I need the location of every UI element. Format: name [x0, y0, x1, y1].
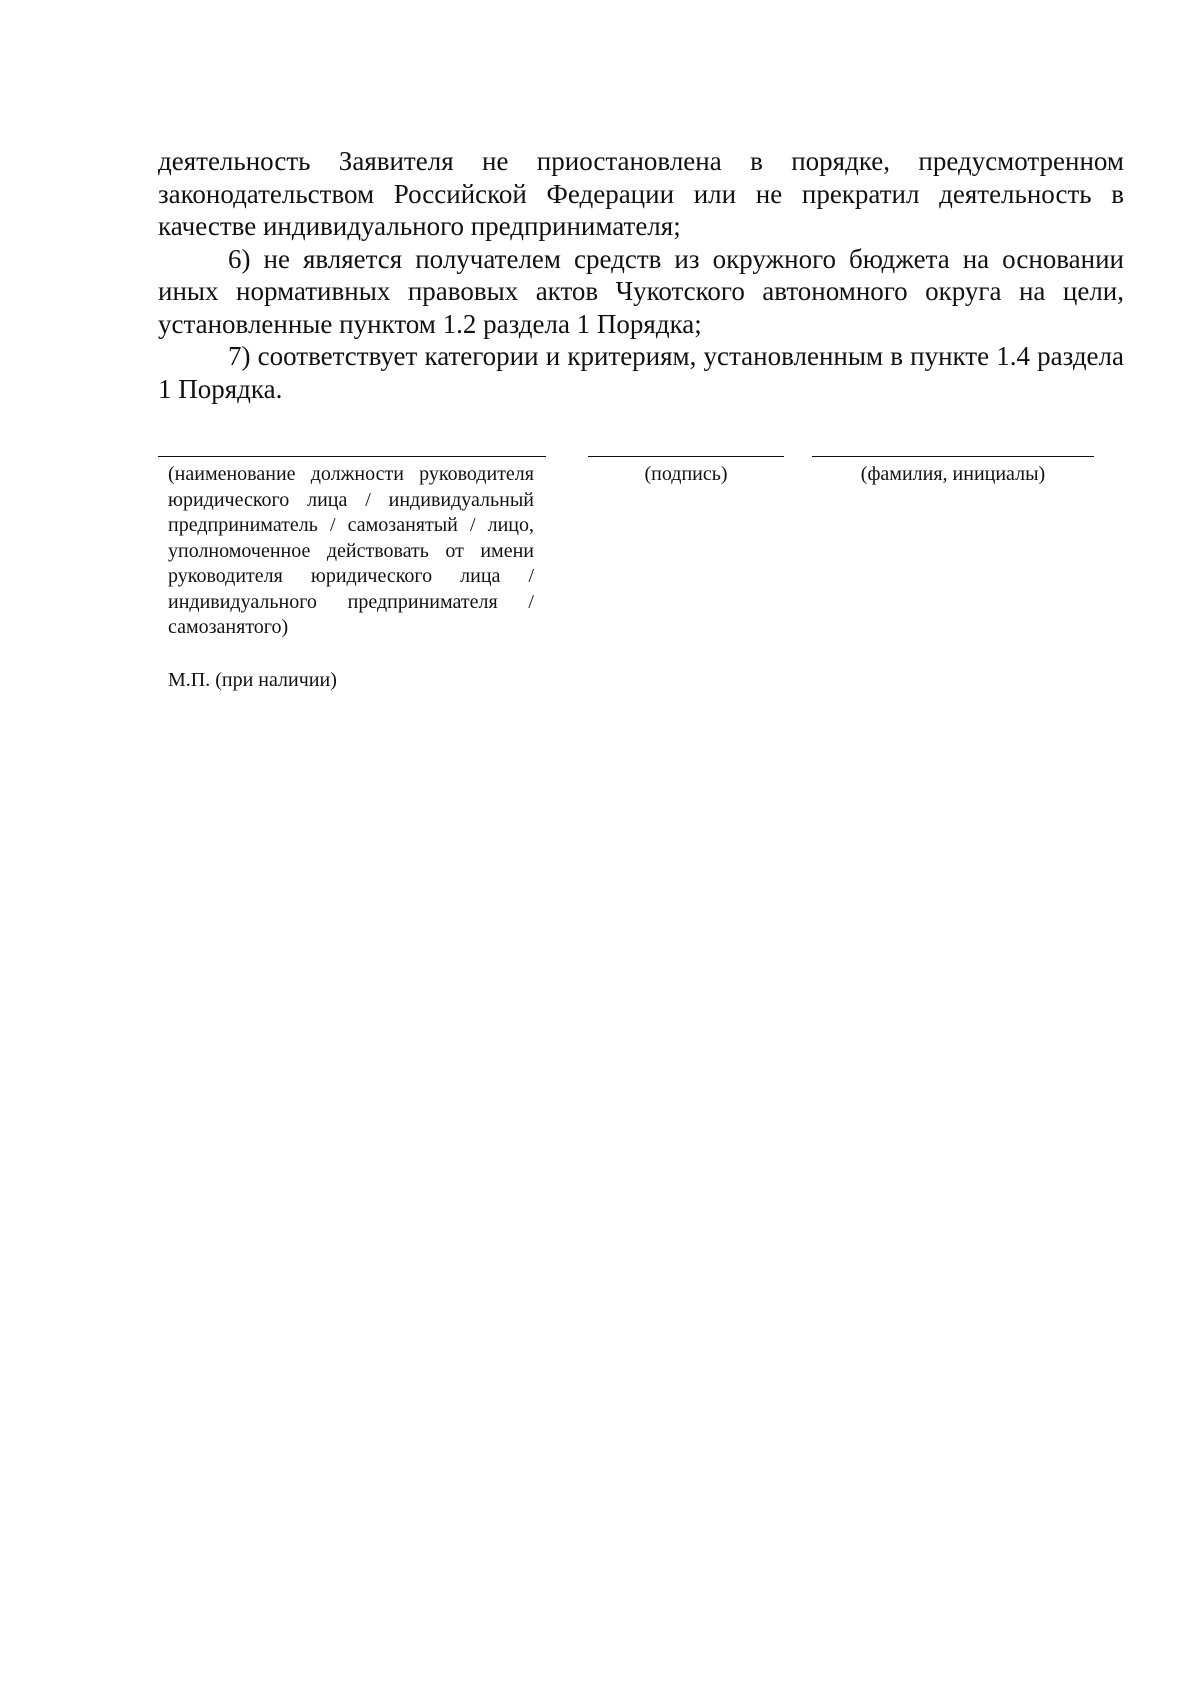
paragraph-item-6: 6) не является получателем средств из окружного бюджета на основании иных нормативных правовых актов Чукотского автономного округа на цели, установленные пунктом 1.2 раздела 1 Порядка; — [158, 243, 1124, 339]
signature-line — [588, 456, 784, 457]
paragraph-item-7: 7) соответствует категории и критериям, установленным в пункте 1.4 раздела 1 Порядка. — [158, 341, 1124, 404]
position-caption: (наименование должности руководителя юридического лица / индивидуальный предприниматель / самозанятый / лицо, уполномоченное действовать от имени руководителя юридического лица / индивидуального предпринимателя / самозанятого) — [168, 463, 534, 638]
paragraph-continuation: деятельность Заявителя не приостановлена в порядке, предусмотренном законодательством Российской Федерации или не прекратил деятельность в качестве индивидуального предпринимателя; — [158, 146, 1124, 241]
body-text — [158, 145, 1124, 405]
name-caption: (фамилия, инициалы) — [860, 463, 1046, 485]
stamp-note: М.П. (при наличии) — [168, 669, 337, 691]
name-signature-line — [812, 456, 1094, 457]
signature-caption: (подпись) — [644, 463, 728, 485]
position-signature-line — [158, 456, 546, 457]
